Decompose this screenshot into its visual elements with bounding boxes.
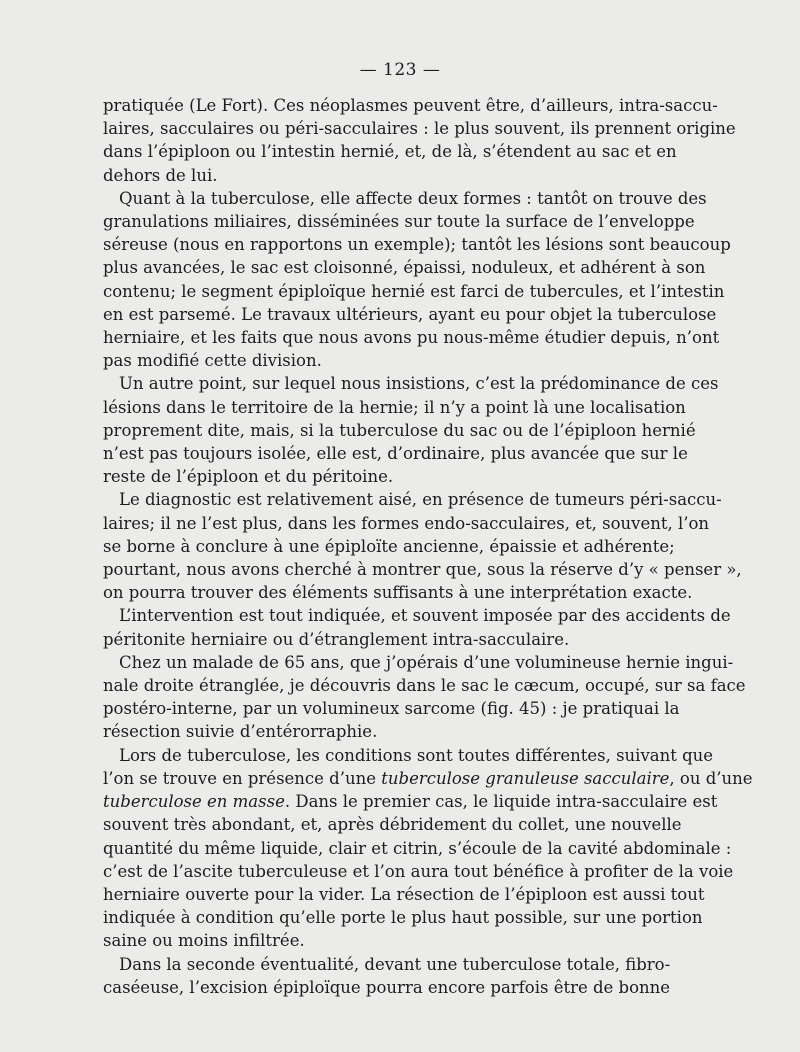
paragraph xyxy=(103,187,731,373)
text-line: Dans la seconde éventualité, devant une tuberculose totale, fibro- xyxy=(119,954,671,974)
text-line: séreuse (nous en rapportons un exemple); tantôt les lésions sont beaucoup xyxy=(103,235,731,255)
text-line: on pourra trouver des éléments suffisants à une interprétation exacte. xyxy=(103,583,693,603)
body-text xyxy=(103,94,753,999)
text-line: dans l’épiploon ou l’intestin hernié, et, de là, s’étendent au sac et en xyxy=(103,142,677,162)
text-line: saine ou moins infiltrée. xyxy=(103,931,305,951)
text-line: quantité du même liquide, clair et citrin, s’écoule de la cavité abdominale : xyxy=(103,838,732,858)
text-line: Quant à la tuberculose, elle affecte deux formes : tantôt on trouve des xyxy=(119,188,707,208)
text-line: caséeuse, l’excision épiploïque pourra encore parfois être de bonne xyxy=(103,977,671,997)
text-line: c’est de l’ascite tuberculeuse et l’on aura tout bénéfice à profiter de la voie xyxy=(103,861,734,881)
text-line: postéro-interne, par un volumineux sarcome (fig. 45) : je pratiquai la xyxy=(103,699,680,719)
text-line: pas modifié cette division. xyxy=(103,351,322,371)
text-line: herniaire ouverte pour la vider. La résection de l’épiploon est aussi tout xyxy=(103,884,705,904)
text-line: laires; il ne l’est plus, dans les formes endo-sacculaires, et, souvent, l’on xyxy=(103,513,710,533)
text-line: indiquée à condition qu’elle porte le plus haut possible, sur une portion xyxy=(103,908,703,928)
text-line: herniaire, et les faits que nous avons pu nous-même étudier depuis, n’ont xyxy=(103,328,720,348)
text-line: n’est pas toujours isolée, elle est, d’ordinaire, plus avancée que sur le xyxy=(103,444,688,464)
text-line: contenu; le segment épiploïque hernié est farci de tubercules, et l’intestin xyxy=(103,281,725,301)
text-line: tuberculose en masse. Dans le premier cas, le liquide intra-sacculaire est xyxy=(103,792,718,812)
text-line: proprement dite, mais, si la tuberculose du sac ou de l’épiploon hernié xyxy=(103,420,696,440)
text-line: péritonite herniaire ou d’étranglement intra-sacculaire. xyxy=(103,629,570,649)
text-line: Le diagnostic est relativement aisé, en présence de tumeurs péri-saccu- xyxy=(119,490,722,510)
paragraph xyxy=(103,372,719,488)
text-line: Chez un malade de 65 ans, que j’opérais d’une volumineuse hernie ingui- xyxy=(119,652,734,672)
text-line: se borne à conclure à une épiploïte ancienne, épaissie et adhérente; xyxy=(103,536,675,556)
italic-text: tuberculose granuleuse sacculaire xyxy=(381,768,670,788)
text-line: pourtant, nous avons cherché à montrer que, sous la réserve d’y « penser », xyxy=(103,560,742,580)
text-line: granulations miliaires, disséminées sur toute la surface de l’enveloppe xyxy=(103,212,695,232)
paragraph xyxy=(103,604,731,650)
text-line: en est parsemé. Le travaux ultérieurs, ayant eu pour objet la tuberculose xyxy=(103,304,717,324)
paragraph xyxy=(103,651,746,744)
text-line: reste de l’épiploon et du péritoine. xyxy=(103,467,394,487)
text-line: l’on se trouve en présence d’une tuberculose granuleuse sacculaire, ou d’une xyxy=(103,768,753,788)
text-line: nale droite étranglée, je découvris dans le sac le cæcum, occupé, sur sa face xyxy=(103,676,746,696)
text-line: souvent très abondant, et, après débridement du collet, une nouvelle xyxy=(103,815,682,835)
paragraph xyxy=(103,953,669,999)
text-line: dehors de lui. xyxy=(103,165,218,185)
text-line: laires, sacculaires ou péri-sacculaires : le plus souvent, ils prennent origine xyxy=(103,119,736,139)
paragraph xyxy=(103,94,736,187)
text-line: résection suivie d’entérorraphie. xyxy=(103,722,378,742)
text-line: Un autre point, sur lequel nous insistions, c’est la prédominance de ces xyxy=(119,374,719,394)
paragraph xyxy=(103,744,753,953)
page-number: — 123 — xyxy=(359,60,441,80)
italic-text: tuberculose en masse xyxy=(103,792,285,812)
text-line: plus avancées, le sac est cloisonné, épaissi, noduleux, et adhérent à son xyxy=(103,258,706,278)
text-line: L’intervention est tout indiquée, et souvent imposée par des accidents de xyxy=(119,606,731,626)
text-line: Lors de tuberculose, les conditions sont toutes différentes, suivant que xyxy=(119,745,714,765)
paragraph xyxy=(103,488,742,604)
text-line: pratiquée (Le Fort). Ces néoplasmes peuvent être, d’ailleurs, intra-saccu- xyxy=(103,96,718,115)
text-line: lésions dans le territoire de la hernie; il n’y a point là une localisation xyxy=(103,397,686,417)
